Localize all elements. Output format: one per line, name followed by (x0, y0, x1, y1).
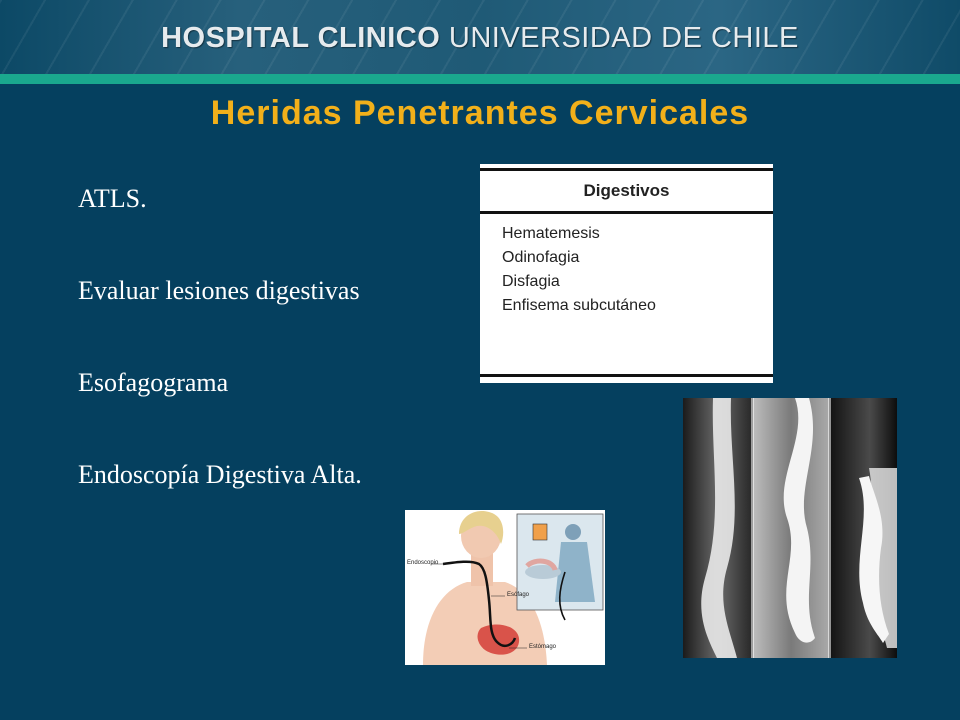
bullet-list (78, 180, 362, 548)
header-banner (0, 0, 960, 74)
endoscopy-illustration (405, 510, 605, 665)
table-item: Enfisema subcutáneo (502, 297, 656, 314)
accent-stripe (0, 74, 960, 84)
table-item: Hematemesis (502, 225, 600, 242)
institution-name-regular: UNIVERSIDAD DE CHILE (448, 22, 799, 54)
label-esophagus: Esófago (507, 592, 530, 598)
table-item: Odinofagia (502, 249, 580, 266)
xray-graphic (683, 398, 897, 658)
esophagogram-xray-image (683, 398, 897, 658)
table-items (502, 222, 656, 318)
table-heading: Digestivos (583, 181, 670, 200)
label-endoscope: Endoscopio (407, 560, 439, 566)
table-rule-top (480, 168, 773, 171)
bullet-item: Evaluar lesiones digestivas (78, 276, 360, 305)
institution-name-bold: HOSPITAL CLINICO (161, 22, 441, 54)
table-rule-bottom (480, 374, 773, 377)
table-rule-header (480, 211, 773, 214)
bullet-item: ATLS. (78, 184, 147, 213)
digestive-signs-table (480, 164, 773, 383)
slide-title: Heridas Penetrantes Cervicales (210, 94, 750, 132)
endoscopy-graphic (405, 510, 605, 665)
bullet-item: Esofagograma (78, 368, 229, 397)
table-item: Disfagia (502, 273, 560, 290)
institution-name (0, 22, 960, 55)
label-stomach: Estómago (529, 644, 557, 650)
bullet-item: Endoscopía Digestiva Alta. (78, 460, 362, 489)
